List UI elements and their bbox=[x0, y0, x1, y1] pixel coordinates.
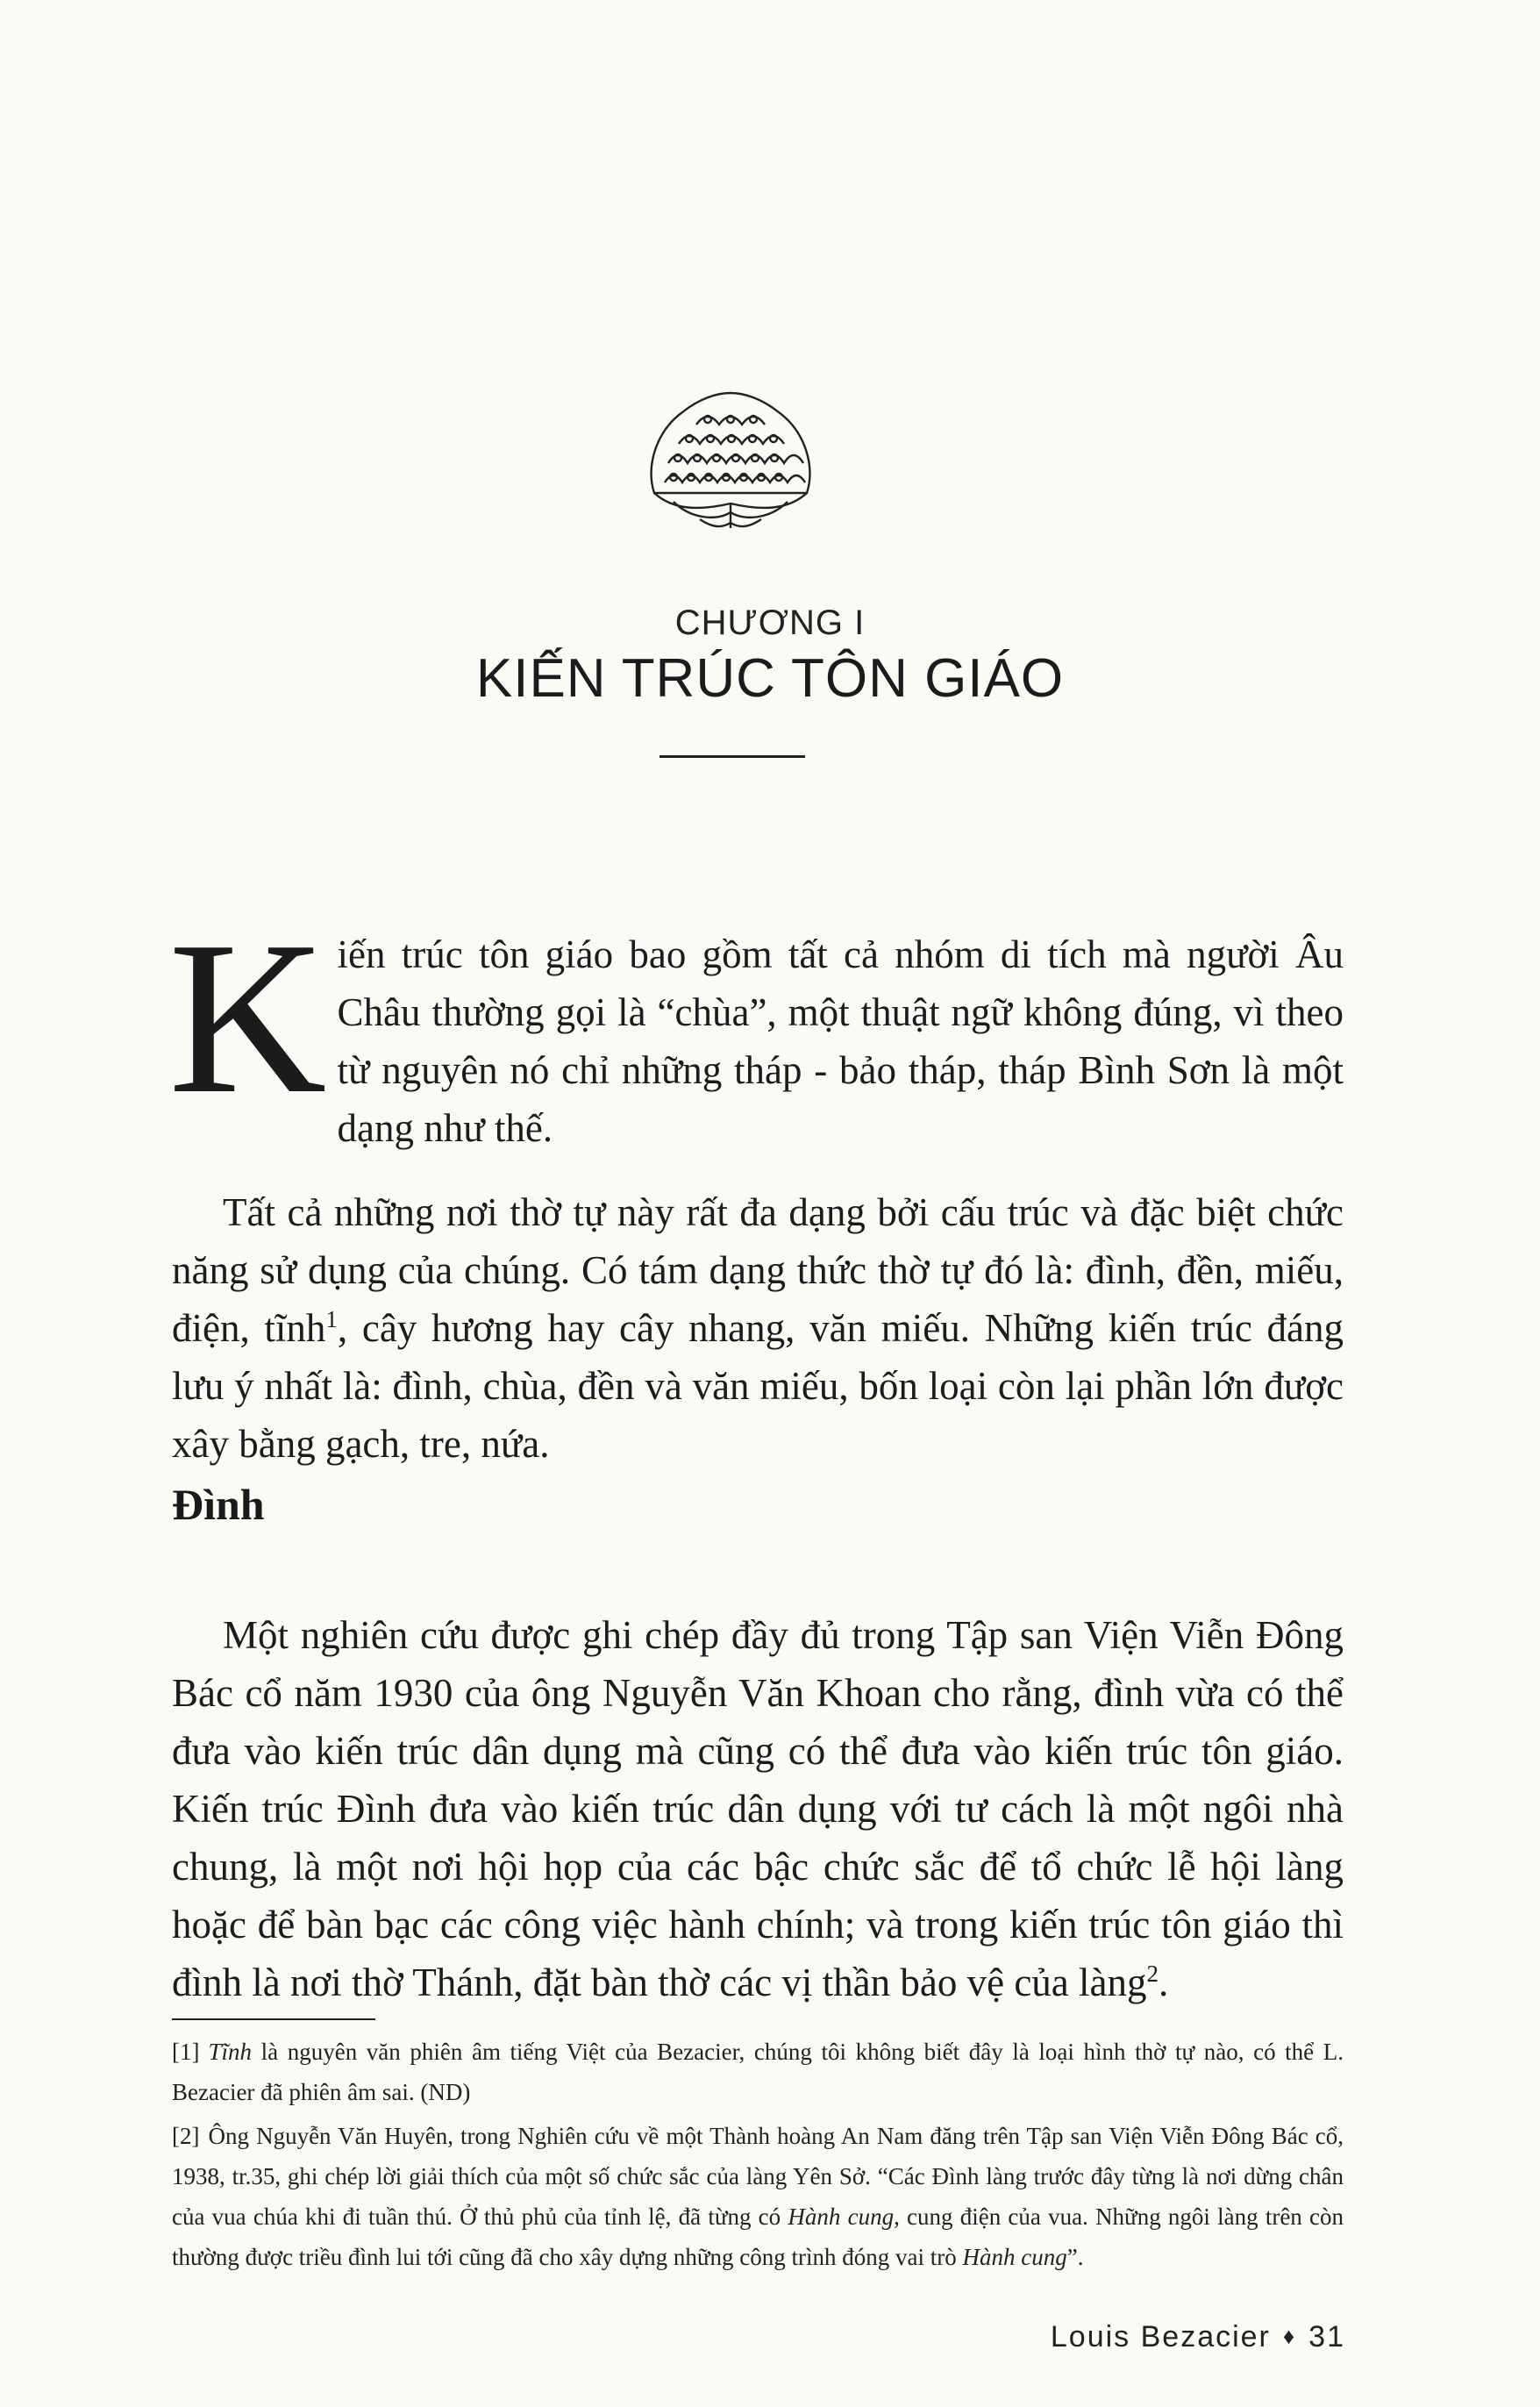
paragraph-intro bbox=[168, 896, 1344, 1157]
footnote-1 bbox=[172, 2032, 1344, 2112]
footnote-text: ”. bbox=[1066, 2244, 1084, 2270]
footer-author: Louis Bezacier bbox=[1050, 2320, 1271, 2353]
footnote-marker: [2] bbox=[172, 2123, 200, 2149]
footnote-ref-1[interactable]: 1 bbox=[325, 1306, 338, 1332]
footnote-marker: [1] bbox=[172, 2039, 200, 2065]
footnote-italic: Hành cung bbox=[962, 2244, 1067, 2270]
paragraph-text: , cây hương hay cây nhang, văn miếu. Những kiến trúc đáng lưu ý nhất là: đình, chùa, đền và văn miếu, bốn loại còn lại phần lớn được xây bằng gạch, tre, nứa. bbox=[172, 1306, 1344, 1466]
page-number: 31 bbox=[1308, 2320, 1345, 2353]
paragraph-text: Tất cả những nơi thờ tự này rất đa dạng bởi cấu trúc và đặc biệt chức năng sử dụng của chúng. Có tám dạng thức thờ tự đó là: đình, đền, miếu, điện, tĩnh bbox=[172, 1190, 1344, 1350]
paragraph-intro-text: iến trúc tôn giáo bao gồm tất cả nhóm di tích mà người Âu Châu thường gọi là “chùa”, một thuật ngữ không đúng, vì theo từ nguyên nó chỉ những tháp - bảo tháp, tháp Bình Sơn là một dạng như thế. bbox=[337, 932, 1344, 1150]
drop-cap: K bbox=[168, 896, 327, 1139]
section-heading-dinh: Đình bbox=[172, 1480, 265, 1529]
diamond-separator-icon: ♦ bbox=[1282, 2323, 1297, 2349]
footnote-text: Ông Nguyễn Văn Huyên, trong Nghiên cứu về một Thành hoàng An Nam đăng trên Tập san Viện Viễn Đông Bác cổ, 1938, tr.35, ghi chép lời giải thích của một số chức sắc của làng Yên Sở. “Các Đình làng trước đây từng là nơi dừng chân của vua chúa khi đi tuần thú. Ở thủ phủ của tỉnh lệ, đã từng có bbox=[172, 2123, 1344, 2230]
footnote-text: , cung điện của vua. Những ngôi làng trên còn thường được triều đình lui tới cũng đã cho xây dựng những công trình đóng vai trò bbox=[172, 2203, 1344, 2270]
paragraph-dinh bbox=[172, 1606, 1344, 2011]
footnote-text: là nguyên văn phiên âm tiếng Việt của Bezacier, chúng tôi không biết đây là loại hình thờ tự nào, có thể L. Bezacier đã phiên âm sai. (ND) bbox=[172, 2039, 1344, 2105]
title-divider bbox=[659, 755, 805, 758]
footnotes bbox=[172, 2032, 1344, 2281]
chapter-label: CHƯƠNG I bbox=[674, 604, 866, 642]
footnote-italic: Tĩnh bbox=[208, 2039, 253, 2065]
chapter-title: KIẾN TRÚC TÔN GIÁO bbox=[475, 648, 1065, 709]
footnote-divider bbox=[172, 2018, 375, 2020]
lotus-ornament-icon bbox=[638, 379, 823, 537]
footnote-ref-2[interactable]: 2 bbox=[1146, 1961, 1159, 1987]
footnote-2 bbox=[172, 2116, 1344, 2277]
paragraph-text: . bbox=[1159, 1961, 1169, 2004]
running-footer bbox=[1051, 2320, 1345, 2354]
paragraph-text: Một nghiên cứu được ghi chép đầy đủ trong Tập san Viện Viễn Đông Bác cổ năm 1930 của ông Nguyễn Văn Khoan cho rằng, đình vừa có thể đưa vào kiến trúc dân dụng mà cũng có thể đưa vào kiến trúc tôn giáo. Kiến trúc Đình đưa vào kiến trúc dân dụng với tư cách là một ngôi nhà chung, là một nơi hội họp của các bậc chức sắc để tổ chức lễ hội làng hoặc để bàn bạc các công việc hành chính; và trong kiến trúc tôn giáo thì đình là nơi thờ Thánh, đặt bàn thờ các vị thần bảo vệ của làng bbox=[172, 1613, 1344, 2004]
footnote-italic: Hành cung bbox=[788, 2203, 895, 2230]
paragraph-worship-places bbox=[172, 1183, 1344, 1473]
